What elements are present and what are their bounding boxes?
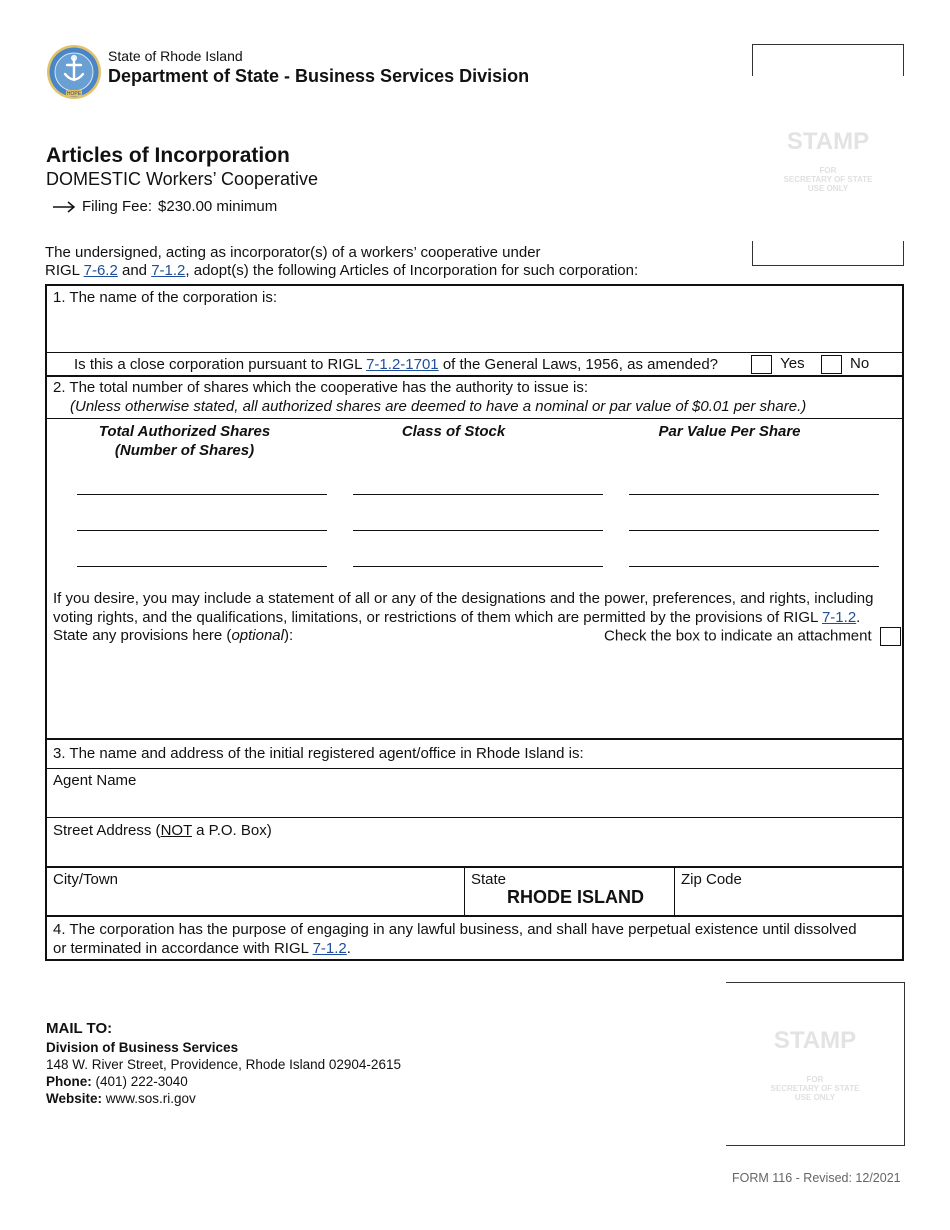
mail-website: Website: www.sos.ri.gov — [46, 1091, 196, 1106]
link-rigl-7-1-2[interactable]: 7-1.2 — [151, 262, 186, 279]
yes-checkbox[interactable] — [751, 355, 772, 374]
agent-name-label[interactable]: Agent Name — [53, 772, 137, 789]
form-subtitle: DOMESTIC Workers’ Cooperative — [46, 169, 319, 189]
filing-fee-value: $230.00 minimum — [158, 198, 278, 215]
close-corporation-options — [751, 355, 869, 374]
par-input-line[interactable] — [629, 566, 879, 567]
stamp-note: FOR SECRETARY OF STATE USE ONLY — [770, 1075, 860, 1102]
street-address-label[interactable]: Street Address (NOT a P.O. Box) — [53, 822, 272, 839]
link-rigl-7-1-2[interactable]: 7-1.2 — [821, 608, 857, 626]
arrow-right-icon — [52, 201, 76, 213]
stamp-watermark: STAMP — [786, 128, 870, 155]
stamp-box-bottom — [726, 982, 905, 1146]
intro-text — [45, 244, 638, 280]
link-rigl-7-1-2[interactable]: 7-1.2 — [312, 940, 347, 957]
stamp-box-top — [752, 44, 904, 266]
attachment-label: Check the box to indicate an attachment — [604, 627, 872, 645]
filing-fee-label: Filing Fee: — [82, 198, 153, 215]
shares-input-line[interactable] — [77, 530, 327, 531]
par-input-line[interactable] — [629, 530, 879, 531]
attachment-option — [604, 627, 901, 646]
filing-fee — [52, 198, 277, 215]
section-1-label: 1. The name of the corporation is: — [53, 289, 278, 306]
city-label[interactable]: City/Town — [53, 871, 119, 888]
col-header-total-shares: Total Authorized Shares (Number of Shares) — [98, 423, 271, 459]
header-state-line: State of Rhode Island — [108, 48, 243, 64]
provisions-text: If you desire, you may include a statement of all or any of the designations and the power, preferences, and rights, including voting rights, and the qualifications, limitations, or restrictions of them which are permitted by the provisions of RIGL 7-1.2. State any provisions here (optional): — [53, 590, 874, 644]
form-title: Articles of Incorporation — [46, 144, 290, 167]
section-2-label: 2. The total number of shares which the cooperative has the authority to issue is: — [53, 379, 589, 396]
link-rigl-7-6-2[interactable]: 7-6.2 — [83, 262, 118, 279]
state-label: State — [471, 871, 507, 888]
intro-line-1: The undersigned, acting as incorporator(s) of a workers’ cooperative under — [45, 244, 541, 261]
state-seal-logo — [46, 44, 102, 100]
header-department: Department of State - Business Services Division — [108, 66, 530, 86]
no-label: No — [850, 355, 870, 373]
section-2-note: (Unless otherwise stated, all authorized shares are deemed to have a nominal or par value of $0.01 per share.) — [70, 398, 807, 415]
shares-input-line[interactable] — [77, 494, 327, 495]
mail-phone: Phone: (401) 222-3040 — [46, 1074, 188, 1089]
no-checkbox[interactable] — [821, 355, 842, 374]
class-input-line[interactable] — [353, 530, 603, 531]
zip-code-label[interactable]: Zip Code — [681, 871, 742, 888]
col-header-par-value: Par Value Per Share — [658, 423, 801, 440]
section-4-text: 4. The corporation has the purpose of engaging in any lawful business, and shall have perpetual existence until dissolved or terminated in accordance with RIGL 7-1.2. — [53, 921, 857, 957]
mail-to-block — [46, 1020, 401, 1107]
form-footer: FORM 116 - Revised: 12/2021 — [732, 1171, 901, 1185]
col-header-class-of-stock: Class of Stock — [401, 423, 506, 440]
attachment-checkbox[interactable] — [880, 627, 901, 646]
mail-heading: MAIL TO: — [46, 1020, 113, 1037]
state-value: RHODE ISLAND — [507, 887, 645, 907]
mail-address: 148 W. River Street, Providence, Rhode Island 02904-2615 — [46, 1057, 401, 1072]
stamp-note: FOR SECRETARY OF STATE USE ONLY — [783, 166, 873, 193]
close-corporation-question: Is this a close corporation pursuant to RIGL 7-1.2-1701 of the General Laws, 1956, as amended? — [74, 356, 719, 373]
shares-input-line[interactable] — [77, 566, 327, 567]
articles-form — [45, 284, 904, 961]
seal-motto: HOPE — [66, 91, 82, 97]
section-3-label: 3. The name and address of the initial registered agent/office in Rhode Island is: — [53, 745, 584, 762]
yes-label: Yes — [780, 355, 805, 373]
mail-org: Division of Business Services — [46, 1040, 239, 1055]
stamp-watermark: STAMP — [773, 1027, 857, 1054]
class-input-line[interactable] — [353, 494, 603, 495]
class-input-line[interactable] — [353, 566, 603, 567]
intro-line-2: RIGL 7-6.2 and 7-1.2, adopt(s) the following Articles of Incorporation for such corporation: — [45, 262, 639, 279]
par-input-line[interactable] — [629, 494, 879, 495]
link-rigl-7-1-2-1701[interactable]: 7-1.2-1701 — [366, 356, 439, 373]
